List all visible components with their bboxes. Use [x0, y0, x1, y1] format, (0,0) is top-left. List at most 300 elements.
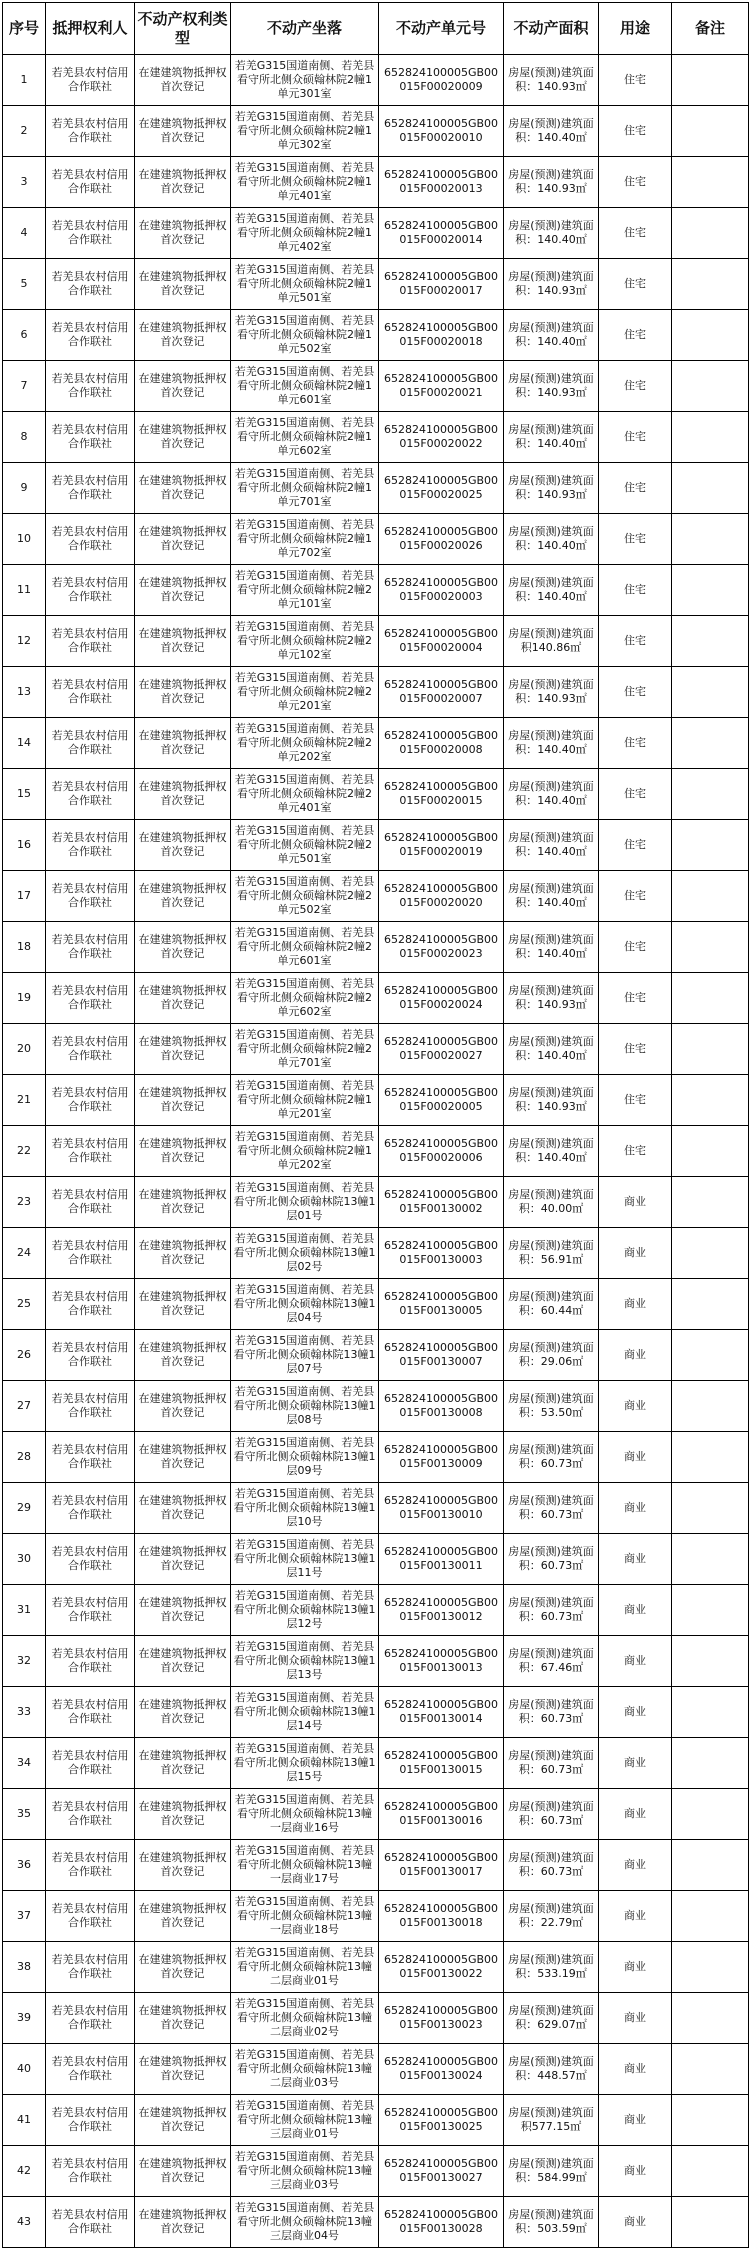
- cell-serial-number: 2: [3, 106, 46, 157]
- cell-remarks: [672, 2095, 749, 2146]
- cell-location: 若羌G315国道南侧、若羌县看守所北侧众硕翰林院2幢2单元201室: [231, 667, 379, 718]
- cell-unit-number: 652824100005GB00015F00130007: [379, 1330, 504, 1381]
- cell-area: 房屋(预测)建筑面积：629.07㎡: [504, 1993, 599, 2044]
- cell-location: 若羌G315国道南侧、若羌县看守所北侧众硕翰林院13幢二层商业01号: [231, 1942, 379, 1993]
- cell-serial-number: 4: [3, 208, 46, 259]
- cell-mortgagee: 若羌县农村信用合作联社: [46, 310, 135, 361]
- table-row: [3, 2044, 749, 2095]
- table-row: [3, 2095, 749, 2146]
- cell-usage: 住宅: [599, 871, 672, 922]
- cell-right-type: 在建建筑物抵押权首次登记: [135, 616, 231, 667]
- cell-area: 房屋(预测)建筑面积：140.40㎡: [504, 1126, 599, 1177]
- cell-remarks: [672, 2044, 749, 2095]
- cell-mortgagee: 若羌县农村信用合作联社: [46, 1636, 135, 1687]
- cell-mortgagee: 若羌县农村信用合作联社: [46, 1993, 135, 2044]
- cell-location: 若羌G315国道南侧、若羌县看守所北侧众硕翰林院13幢三层商业01号: [231, 2095, 379, 2146]
- cell-unit-number: 652824100005GB00015F00130005: [379, 1279, 504, 1330]
- cell-serial-number: 5: [3, 259, 46, 310]
- cell-remarks: [672, 2197, 749, 2248]
- cell-mortgagee: 若羌县农村信用合作联社: [46, 1075, 135, 1126]
- cell-area: 房屋(预测)建筑面积：140.93㎡: [504, 667, 599, 718]
- cell-remarks: [672, 1993, 749, 2044]
- cell-remarks: [672, 1891, 749, 1942]
- cell-mortgagee: 若羌县农村信用合作联社: [46, 769, 135, 820]
- cell-right-type: 在建建筑物抵押权首次登记: [135, 514, 231, 565]
- cell-right-type: 在建建筑物抵押权首次登记: [135, 922, 231, 973]
- cell-serial-number: 12: [3, 616, 46, 667]
- cell-remarks: [672, 1942, 749, 1993]
- cell-mortgagee: 若羌县农村信用合作联社: [46, 1585, 135, 1636]
- cell-unit-number: 652824100005GB00015F00020021: [379, 361, 504, 412]
- cell-area: 房屋(预测)建筑面积：140.40㎡: [504, 565, 599, 616]
- cell-mortgagee: 若羌县农村信用合作联社: [46, 1891, 135, 1942]
- cell-serial-number: 26: [3, 1330, 46, 1381]
- cell-location: 若羌G315国道南侧、若羌县看守所北侧众硕翰林院13幢1层09号: [231, 1432, 379, 1483]
- cell-location: 若羌G315国道南侧、若羌县看守所北侧众硕翰林院13幢一层商业17号: [231, 1840, 379, 1891]
- cell-right-type: 在建建筑物抵押权首次登记: [135, 2044, 231, 2095]
- cell-location: 若羌G315国道南侧、若羌县看守所北侧众硕翰林院13幢三层商业04号: [231, 2197, 379, 2248]
- cell-unit-number: 652824100005GB00015F00130013: [379, 1636, 504, 1687]
- cell-serial-number: 24: [3, 1228, 46, 1279]
- cell-area: 房屋(预测)建筑面积：22.79㎡: [504, 1891, 599, 1942]
- cell-unit-number: 652824100005GB00015F00130011: [379, 1534, 504, 1585]
- cell-right-type: 在建建筑物抵押权首次登记: [135, 871, 231, 922]
- cell-serial-number: 33: [3, 1687, 46, 1738]
- cell-right-type: 在建建筑物抵押权首次登记: [135, 2095, 231, 2146]
- cell-serial-number: 18: [3, 922, 46, 973]
- cell-remarks: [672, 463, 749, 514]
- cell-serial-number: 7: [3, 361, 46, 412]
- cell-usage: 住宅: [599, 667, 672, 718]
- cell-usage: 商业: [599, 2044, 672, 2095]
- cell-serial-number: 22: [3, 1126, 46, 1177]
- cell-remarks: [672, 361, 749, 412]
- cell-area: 房屋(预测)建筑面积：53.50㎡: [504, 1381, 599, 1432]
- cell-remarks: [672, 1585, 749, 1636]
- cell-location: 若羌G315国道南侧、若羌县看守所北侧众硕翰林院2幢1单元402室: [231, 208, 379, 259]
- cell-right-type: 在建建筑物抵押权首次登记: [135, 1126, 231, 1177]
- cell-unit-number: 652824100005GB00015F00130010: [379, 1483, 504, 1534]
- cell-remarks: [672, 922, 749, 973]
- cell-area: 房屋(预测)建筑面积：60.73㎡: [504, 1534, 599, 1585]
- cell-remarks: [672, 1075, 749, 1126]
- cell-right-type: 在建建筑物抵押权首次登记: [135, 55, 231, 106]
- cell-location: 若羌G315国道南侧、若羌县看守所北侧众硕翰林院13幢1层12号: [231, 1585, 379, 1636]
- cell-area: 房屋(预测)建筑面积：533.19㎡: [504, 1942, 599, 1993]
- cell-mortgagee: 若羌县农村信用合作联社: [46, 871, 135, 922]
- cell-location: 若羌G315国道南侧、若羌县看守所北侧众硕翰林院2幢2单元102室: [231, 616, 379, 667]
- cell-serial-number: 42: [3, 2146, 46, 2197]
- cell-unit-number: 652824100005GB00015F00020004: [379, 616, 504, 667]
- cell-usage: 商业: [599, 1381, 672, 1432]
- table-row: [3, 1585, 749, 1636]
- cell-serial-number: 35: [3, 1789, 46, 1840]
- cell-location: 若羌G315国道南侧、若羌县看守所北侧众硕翰林院13幢二层商业02号: [231, 1993, 379, 2044]
- cell-right-type: 在建建筑物抵押权首次登记: [135, 208, 231, 259]
- cell-mortgagee: 若羌县农村信用合作联社: [46, 1789, 135, 1840]
- cell-right-type: 在建建筑物抵押权首次登记: [135, 1381, 231, 1432]
- cell-right-type: 在建建筑物抵押权首次登记: [135, 973, 231, 1024]
- cell-area: 房屋(预测)建筑面积：140.40㎡: [504, 1024, 599, 1075]
- cell-right-type: 在建建筑物抵押权首次登记: [135, 1177, 231, 1228]
- cell-unit-number: 652824100005GB00015F00020007: [379, 667, 504, 718]
- cell-location: 若羌G315国道南侧、若羌县看守所北侧众硕翰林院13幢1层13号: [231, 1636, 379, 1687]
- cell-unit-number: 652824100005GB00015F00020024: [379, 973, 504, 1024]
- cell-area: 房屋(预测)建筑面积：140.40㎡: [504, 310, 599, 361]
- cell-location: 若羌G315国道南侧、若羌县看守所北侧众硕翰林院13幢1层11号: [231, 1534, 379, 1585]
- cell-area: 房屋(预测)建筑面积：140.93㎡: [504, 259, 599, 310]
- cell-unit-number: 652824100005GB00015F00130015: [379, 1738, 504, 1789]
- cell-mortgagee: 若羌县农村信用合作联社: [46, 1687, 135, 1738]
- cell-remarks: [672, 1279, 749, 1330]
- cell-usage: 住宅: [599, 463, 672, 514]
- cell-usage: 商业: [599, 1636, 672, 1687]
- table-row: [3, 1840, 749, 1891]
- cell-serial-number: 6: [3, 310, 46, 361]
- cell-usage: 住宅: [599, 157, 672, 208]
- cell-area: 房屋(预测)建筑面积：140.93㎡: [504, 973, 599, 1024]
- table-row: [3, 157, 749, 208]
- table-row: [3, 1177, 749, 1228]
- cell-serial-number: 41: [3, 2095, 46, 2146]
- cell-location: 若羌G315国道南侧、若羌县看守所北侧众硕翰林院2幢1单元201室: [231, 1075, 379, 1126]
- cell-right-type: 在建建筑物抵押权首次登记: [135, 412, 231, 463]
- cell-location: 若羌G315国道南侧、若羌县看守所北侧众硕翰林院2幢1单元702室: [231, 514, 379, 565]
- cell-area: 房屋(预测)建筑面积：60.73㎡: [504, 1687, 599, 1738]
- cell-location: 若羌G315国道南侧、若羌县看守所北侧众硕翰林院13幢1层04号: [231, 1279, 379, 1330]
- cell-serial-number: 39: [3, 1993, 46, 2044]
- table-row: [3, 2146, 749, 2197]
- cell-area: 房屋(预测)建筑面积：140.93㎡: [504, 1075, 599, 1126]
- table-row: [3, 1942, 749, 1993]
- table-row: [3, 1534, 749, 1585]
- cell-remarks: [672, 667, 749, 718]
- cell-unit-number: 652824100005GB00015F00130014: [379, 1687, 504, 1738]
- cell-right-type: 在建建筑物抵押权首次登记: [135, 1534, 231, 1585]
- cell-unit-number: 652824100005GB00015F00020018: [379, 310, 504, 361]
- cell-location: 若羌G315国道南侧、若羌县看守所北侧众硕翰林院13幢1层01号: [231, 1177, 379, 1228]
- cell-area: 房屋(预测)建筑面积：140.40㎡: [504, 871, 599, 922]
- cell-unit-number: 652824100005GB00015F00020008: [379, 718, 504, 769]
- cell-mortgagee: 若羌县农村信用合作联社: [46, 1432, 135, 1483]
- cell-usage: 商业: [599, 1585, 672, 1636]
- table-row: [3, 1228, 749, 1279]
- cell-area: 房屋(预测)建筑面积：140.93㎡: [504, 157, 599, 208]
- cell-usage: 商业: [599, 1942, 672, 1993]
- cell-remarks: [672, 259, 749, 310]
- cell-usage: 住宅: [599, 412, 672, 463]
- cell-mortgagee: 若羌县农村信用合作联社: [46, 259, 135, 310]
- cell-usage: 住宅: [599, 922, 672, 973]
- cell-right-type: 在建建筑物抵押权首次登记: [135, 718, 231, 769]
- cell-usage: 住宅: [599, 718, 672, 769]
- cell-area: 房屋(预测)建筑面积：584.99㎡: [504, 2146, 599, 2197]
- cell-unit-number: 652824100005GB00015F00020017: [379, 259, 504, 310]
- cell-serial-number: 14: [3, 718, 46, 769]
- cell-remarks: [672, 55, 749, 106]
- cell-remarks: [672, 412, 749, 463]
- cell-remarks: [672, 1126, 749, 1177]
- table-row: [3, 718, 749, 769]
- cell-unit-number: 652824100005GB00015F00130008: [379, 1381, 504, 1432]
- cell-right-type: 在建建筑物抵押权首次登记: [135, 310, 231, 361]
- cell-serial-number: 8: [3, 412, 46, 463]
- cell-remarks: [672, 1381, 749, 1432]
- table-row: [3, 1993, 749, 2044]
- cell-location: 若羌G315国道南侧、若羌县看守所北侧众硕翰林院2幢1单元202室: [231, 1126, 379, 1177]
- cell-remarks: [672, 871, 749, 922]
- cell-mortgagee: 若羌县农村信用合作联社: [46, 1126, 135, 1177]
- cell-usage: 商业: [599, 1432, 672, 1483]
- cell-usage: 住宅: [599, 973, 672, 1024]
- cell-location: 若羌G315国道南侧、若羌县看守所北侧众硕翰林院13幢1层10号: [231, 1483, 379, 1534]
- cell-mortgagee: 若羌县农村信用合作联社: [46, 1024, 135, 1075]
- cell-unit-number: 652824100005GB00015F00130012: [379, 1585, 504, 1636]
- cell-area: 房屋(预测)建筑面积：60.44㎡: [504, 1279, 599, 1330]
- cell-mortgagee: 若羌县农村信用合作联社: [46, 208, 135, 259]
- cell-remarks: [672, 1177, 749, 1228]
- table-row: [3, 310, 749, 361]
- cell-mortgagee: 若羌县农村信用合作联社: [46, 514, 135, 565]
- cell-usage: 住宅: [599, 616, 672, 667]
- cell-serial-number: 19: [3, 973, 46, 1024]
- header-area: 不动产面积: [504, 3, 599, 55]
- cell-right-type: 在建建筑物抵押权首次登记: [135, 361, 231, 412]
- cell-right-type: 在建建筑物抵押权首次登记: [135, 1585, 231, 1636]
- cell-serial-number: 28: [3, 1432, 46, 1483]
- cell-mortgagee: 若羌县农村信用合作联社: [46, 2146, 135, 2197]
- cell-location: 若羌G315国道南侧、若羌县看守所北侧众硕翰林院2幢1单元601室: [231, 361, 379, 412]
- cell-usage: 商业: [599, 1279, 672, 1330]
- cell-unit-number: 652824100005GB00015F00130016: [379, 1789, 504, 1840]
- header-serial-number: 序号: [3, 3, 46, 55]
- cell-remarks: [672, 1789, 749, 1840]
- table-row: [3, 259, 749, 310]
- cell-serial-number: 16: [3, 820, 46, 871]
- cell-area: 房屋(预测)建筑面积577.15㎡: [504, 2095, 599, 2146]
- cell-remarks: [672, 1636, 749, 1687]
- cell-usage: 商业: [599, 1228, 672, 1279]
- cell-serial-number: 27: [3, 1381, 46, 1432]
- cell-area: 房屋(预测)建筑面积：448.57㎡: [504, 2044, 599, 2095]
- cell-location: 若羌G315国道南侧、若羌县看守所北侧众硕翰林院2幢2单元401室: [231, 769, 379, 820]
- table-header-row: [3, 3, 749, 55]
- cell-mortgagee: 若羌县农村信用合作联社: [46, 1534, 135, 1585]
- cell-area: 房屋(预测)建筑面积：56.91㎡: [504, 1228, 599, 1279]
- cell-remarks: [672, 820, 749, 871]
- cell-right-type: 在建建筑物抵押权首次登记: [135, 106, 231, 157]
- cell-right-type: 在建建筑物抵押权首次登记: [135, 259, 231, 310]
- cell-unit-number: 652824100005GB00015F00020023: [379, 922, 504, 973]
- cell-serial-number: 32: [3, 1636, 46, 1687]
- cell-right-type: 在建建筑物抵押权首次登记: [135, 1432, 231, 1483]
- cell-usage: 住宅: [599, 106, 672, 157]
- cell-usage: 住宅: [599, 1075, 672, 1126]
- table-body: [3, 55, 749, 2248]
- cell-area: 房屋(预测)建筑面积：140.40㎡: [504, 718, 599, 769]
- cell-usage: 商业: [599, 1891, 672, 1942]
- cell-mortgagee: 若羌县农村信用合作联社: [46, 463, 135, 514]
- cell-unit-number: 652824100005GB00015F00020025: [379, 463, 504, 514]
- cell-usage: 商业: [599, 1840, 672, 1891]
- cell-mortgagee: 若羌县农村信用合作联社: [46, 1381, 135, 1432]
- cell-usage: 住宅: [599, 55, 672, 106]
- table-row: [3, 1432, 749, 1483]
- cell-location: 若羌G315国道南侧、若羌县看守所北侧众硕翰林院2幢2单元602室: [231, 973, 379, 1024]
- cell-area: 房屋(预测)建筑面积：60.73㎡: [504, 1738, 599, 1789]
- cell-unit-number: 652824100005GB00015F00020015: [379, 769, 504, 820]
- cell-usage: 住宅: [599, 310, 672, 361]
- cell-usage: 商业: [599, 1534, 672, 1585]
- cell-area: 房屋(预测)建筑面积：140.40㎡: [504, 514, 599, 565]
- cell-right-type: 在建建筑物抵押权首次登记: [135, 1330, 231, 1381]
- cell-unit-number: 652824100005GB00015F00130017: [379, 1840, 504, 1891]
- cell-remarks: [672, 1330, 749, 1381]
- table-row: [3, 1381, 749, 1432]
- cell-usage: 住宅: [599, 1126, 672, 1177]
- cell-serial-number: 21: [3, 1075, 46, 1126]
- cell-mortgagee: 若羌县农村信用合作联社: [46, 667, 135, 718]
- cell-serial-number: 20: [3, 1024, 46, 1075]
- cell-serial-number: 15: [3, 769, 46, 820]
- cell-location: 若羌G315国道南侧、若羌县看守所北侧众硕翰林院2幢1单元602室: [231, 412, 379, 463]
- cell-area: 房屋(预测)建筑面积：60.73㎡: [504, 1840, 599, 1891]
- table-row: [3, 769, 749, 820]
- cell-unit-number: 652824100005GB00015F00020005: [379, 1075, 504, 1126]
- cell-area: 房屋(预测)建筑面积：29.06㎡: [504, 1330, 599, 1381]
- cell-serial-number: 25: [3, 1279, 46, 1330]
- cell-right-type: 在建建筑物抵押权首次登记: [135, 1891, 231, 1942]
- cell-right-type: 在建建筑物抵押权首次登记: [135, 2197, 231, 2248]
- cell-location: 若羌G315国道南侧、若羌县看守所北侧众硕翰林院2幢2单元601室: [231, 922, 379, 973]
- cell-right-type: 在建建筑物抵押权首次登记: [135, 1075, 231, 1126]
- cell-right-type: 在建建筑物抵押权首次登记: [135, 1024, 231, 1075]
- cell-area: 房屋(预测)建筑面积：140.40㎡: [504, 769, 599, 820]
- cell-unit-number: 652824100005GB00015F00020013: [379, 157, 504, 208]
- cell-location: 若羌G315国道南侧、若羌县看守所北侧众硕翰林院2幢1单元701室: [231, 463, 379, 514]
- table-row: [3, 1636, 749, 1687]
- cell-area: 房屋(预测)建筑面积：140.40㎡: [504, 412, 599, 463]
- cell-location: 若羌G315国道南侧、若羌县看守所北侧众硕翰林院2幢1单元302室: [231, 106, 379, 157]
- cell-serial-number: 31: [3, 1585, 46, 1636]
- cell-usage: 住宅: [599, 1024, 672, 1075]
- cell-right-type: 在建建筑物抵押权首次登记: [135, 463, 231, 514]
- cell-location: 若羌G315国道南侧、若羌县看守所北侧众硕翰林院13幢1层02号: [231, 1228, 379, 1279]
- cell-serial-number: 38: [3, 1942, 46, 1993]
- table-row: [3, 1483, 749, 1534]
- cell-mortgagee: 若羌县农村信用合作联社: [46, 361, 135, 412]
- cell-right-type: 在建建筑物抵押权首次登记: [135, 1993, 231, 2044]
- cell-unit-number: 652824100005GB00015F00020009: [379, 55, 504, 106]
- cell-mortgagee: 若羌县农村信用合作联社: [46, 1738, 135, 1789]
- cell-mortgagee: 若羌县农村信用合作联社: [46, 1840, 135, 1891]
- mortgage-registration-table: [2, 2, 749, 2248]
- table-row: [3, 922, 749, 973]
- cell-location: 若羌G315国道南侧、若羌县看守所北侧众硕翰林院2幢1单元502室: [231, 310, 379, 361]
- cell-location: 若羌G315国道南侧、若羌县看守所北侧众硕翰林院13幢1层08号: [231, 1381, 379, 1432]
- cell-usage: 商业: [599, 1177, 672, 1228]
- cell-mortgagee: 若羌县农村信用合作联社: [46, 616, 135, 667]
- table-row: [3, 616, 749, 667]
- cell-mortgagee: 若羌县农村信用合作联社: [46, 1330, 135, 1381]
- cell-area: 房屋(预测)建筑面积：140.40㎡: [504, 106, 599, 157]
- cell-unit-number: 652824100005GB00015F00020022: [379, 412, 504, 463]
- cell-mortgagee: 若羌县农村信用合作联社: [46, 1177, 135, 1228]
- cell-location: 若羌G315国道南侧、若羌县看守所北侧众硕翰林院13幢1层15号: [231, 1738, 379, 1789]
- cell-unit-number: 652824100005GB00015F00020014: [379, 208, 504, 259]
- cell-location: 若羌G315国道南侧、若羌县看守所北侧众硕翰林院2幢1单元301室: [231, 55, 379, 106]
- header-mortgagee: 抵押权利人: [46, 3, 135, 55]
- cell-remarks: [672, 2146, 749, 2197]
- cell-location: 若羌G315国道南侧、若羌县看守所北侧众硕翰林院13幢一层商业18号: [231, 1891, 379, 1942]
- cell-unit-number: 652824100005GB00015F00020027: [379, 1024, 504, 1075]
- cell-unit-number: 652824100005GB00015F00130027: [379, 2146, 504, 2197]
- cell-unit-number: 652824100005GB00015F00020010: [379, 106, 504, 157]
- cell-remarks: [672, 1228, 749, 1279]
- table-row: [3, 1126, 749, 1177]
- cell-mortgagee: 若羌县农村信用合作联社: [46, 820, 135, 871]
- table-row: [3, 1738, 749, 1789]
- cell-mortgagee: 若羌县农村信用合作联社: [46, 2095, 135, 2146]
- cell-unit-number: 652824100005GB00015F00130028: [379, 2197, 504, 2248]
- cell-remarks: [672, 310, 749, 361]
- cell-mortgagee: 若羌县农村信用合作联社: [46, 1279, 135, 1330]
- cell-serial-number: 9: [3, 463, 46, 514]
- cell-remarks: [672, 973, 749, 1024]
- cell-usage: 住宅: [599, 361, 672, 412]
- cell-serial-number: 1: [3, 55, 46, 106]
- cell-usage: 商业: [599, 1687, 672, 1738]
- cell-usage: 商业: [599, 2095, 672, 2146]
- cell-serial-number: 13: [3, 667, 46, 718]
- cell-usage: 住宅: [599, 565, 672, 616]
- cell-area: 房屋(预测)建筑面积：60.73㎡: [504, 1789, 599, 1840]
- cell-right-type: 在建建筑物抵押权首次登记: [135, 769, 231, 820]
- cell-serial-number: 10: [3, 514, 46, 565]
- cell-remarks: [672, 1687, 749, 1738]
- cell-mortgagee: 若羌县农村信用合作联社: [46, 1483, 135, 1534]
- cell-usage: 商业: [599, 1993, 672, 2044]
- cell-right-type: 在建建筑物抵押权首次登记: [135, 1228, 231, 1279]
- cell-area: 房屋(预测)建筑面积：140.40㎡: [504, 208, 599, 259]
- table-row: [3, 2197, 749, 2248]
- cell-right-type: 在建建筑物抵押权首次登记: [135, 1942, 231, 1993]
- cell-serial-number: 29: [3, 1483, 46, 1534]
- cell-right-type: 在建建筑物抵押权首次登记: [135, 820, 231, 871]
- cell-usage: 住宅: [599, 769, 672, 820]
- table-row: [3, 361, 749, 412]
- cell-remarks: [672, 157, 749, 208]
- table-row: [3, 55, 749, 106]
- table-row: [3, 667, 749, 718]
- cell-unit-number: 652824100005GB00015F00130025: [379, 2095, 504, 2146]
- cell-usage: 住宅: [599, 208, 672, 259]
- cell-usage: 商业: [599, 2197, 672, 2248]
- cell-area: 房屋(预测)建筑面积：140.40㎡: [504, 922, 599, 973]
- header-right-type: 不动产权利类型: [135, 3, 231, 55]
- cell-right-type: 在建建筑物抵押权首次登记: [135, 2146, 231, 2197]
- cell-remarks: [672, 106, 749, 157]
- table-row: [3, 973, 749, 1024]
- cell-serial-number: 43: [3, 2197, 46, 2248]
- cell-area: 房屋(预测)建筑面积140.86㎡: [504, 616, 599, 667]
- cell-serial-number: 37: [3, 1891, 46, 1942]
- cell-area: 房屋(预测)建筑面积：140.93㎡: [504, 463, 599, 514]
- cell-area: 房屋(预测)建筑面积：60.73㎡: [504, 1432, 599, 1483]
- cell-location: 若羌G315国道南侧、若羌县看守所北侧众硕翰林院13幢1层14号: [231, 1687, 379, 1738]
- cell-area: 房屋(预测)建筑面积：140.40㎡: [504, 820, 599, 871]
- cell-mortgagee: 若羌县农村信用合作联社: [46, 1228, 135, 1279]
